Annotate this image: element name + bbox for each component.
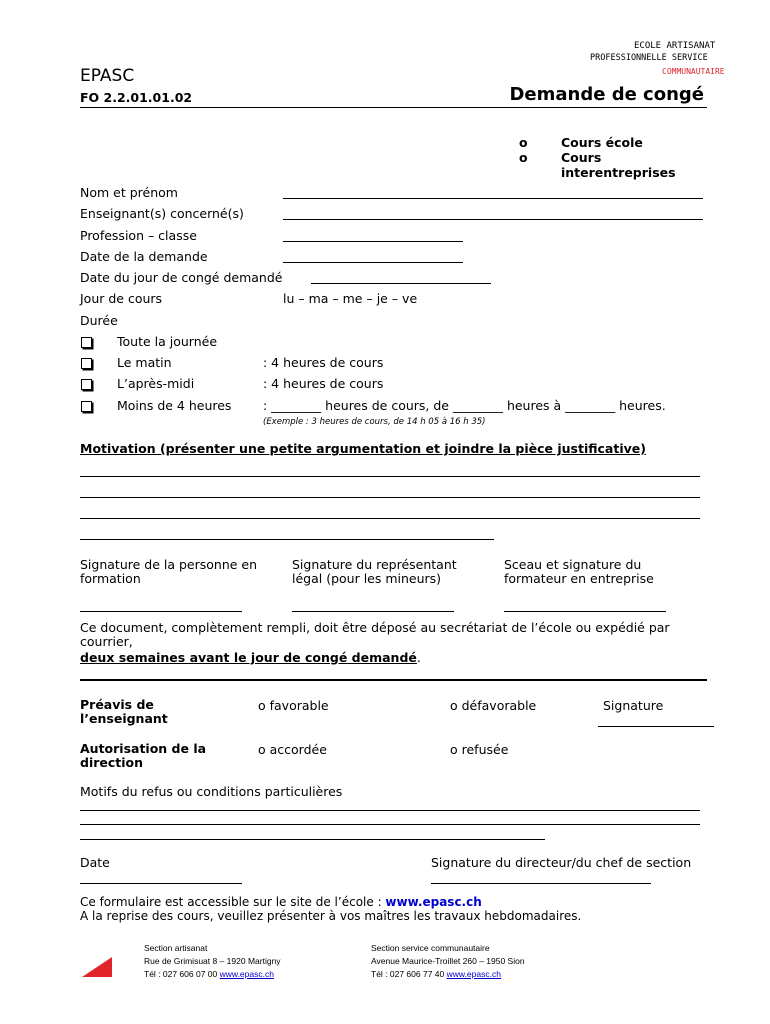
duration-checkbox-afternoon[interactable] [81,379,92,390]
refusal-line[interactable] [80,839,545,840]
example-note: (Exemple : 3 heures de cours, de 14 h 05 à 16 h 35) [263,417,486,427]
refusal-reasons-label: Motifs du refus ou conditions particulières [80,784,343,799]
footer-left [144,942,281,981]
field-request-date-label: Date de la demande [80,249,208,264]
refusal-line[interactable] [80,810,700,811]
duration-checkbox-full-day[interactable] [81,337,92,348]
header-rule [80,107,707,108]
footer-left-link[interactable]: www.epasc.ch [219,969,274,979]
duration-full-day-label: Toute la journée [117,334,218,349]
teacher-favorable-option[interactable]: o favorable [258,698,329,713]
availability-note [80,895,482,909]
field-name-input[interactable] [283,198,703,199]
form-code: FO 2.2.01.01.02 [80,90,193,105]
logo-line-2: PROFESSIONNELLE SERVICE [590,53,708,63]
signature-person-label: Signature de la personne en formation [80,557,258,586]
teacher-notice-label: Préavis de l’enseignant [80,697,168,726]
logo-line-3: COMMUNAUTAIRE [662,67,725,76]
footer-right-phone-line [371,968,525,981]
field-course-day-values[interactable]: lu – ma – me – je – ve [283,291,418,306]
footer-accent-triangle [82,957,112,977]
course-option-school: Cours école [561,135,643,150]
footer-right [371,942,525,981]
teacher-signature-line[interactable] [598,726,714,727]
epasc-logo [590,40,725,82]
deadline-emphasis: deux semaines avant le jour de congé demandé [80,650,417,665]
motivation-line[interactable] [80,518,700,519]
duration-morning-label: Le matin [117,355,172,370]
page-title: Demande de congé [509,84,704,105]
motivation-line[interactable] [80,476,700,477]
deadline-end: . [416,650,421,665]
course-option-bullet[interactable]: o [519,150,528,165]
field-request-date-input[interactable] [283,262,463,263]
course-option-bullet[interactable]: o [519,135,528,150]
duration-checkbox-less-4h[interactable] [81,401,92,412]
signature-trainer-line[interactable] [504,611,666,612]
field-teachers-label: Enseignant(s) concerné(s) [80,206,244,221]
direction-label: Autorisation de la direction [80,741,207,770]
footer-right-phone: Tél : 027 606 77 40 [371,969,447,979]
footer-left-address: Rue de Grimisuat 8 – 1920 Martigny [144,956,281,966]
footer-left-phone-line [144,968,281,981]
refusal-line[interactable] [80,824,700,825]
duration-checkbox-morning[interactable] [81,358,92,369]
org-name: EPASC [80,66,135,86]
section-rule [80,679,707,681]
footer-right-address: Avenue Maurice-Troillet 260 – 1950 Sion [371,956,525,966]
duration-afternoon-detail: : 4 heures de cours [263,376,384,391]
director-signature-label: Signature du directeur/du chef de section [431,855,692,870]
field-leave-date-input[interactable] [311,283,491,284]
direction-granted-option[interactable]: o accordée [258,742,327,757]
duration-afternoon-label: L’après-midi [117,376,195,391]
field-teachers-input[interactable] [283,219,703,220]
duration-less-4h-label: Moins de 4 heures [117,398,232,413]
submission-deadline [80,650,421,665]
motivation-heading: Motivation (présenter une petite argumentation et joindre la pièce justificative) [80,441,646,456]
footer-right-link[interactable]: www.epasc.ch [446,969,501,979]
duration-less-4h-detail[interactable]: : ________ heures de cours, de ________ heures à ________ heures. [263,398,666,413]
motivation-line[interactable] [80,497,700,498]
availability-text: Ce formulaire est accessible sur le site de l’école : [80,895,386,909]
signature-person-line[interactable] [80,611,242,612]
field-leave-date-label: Date du jour de congé demandé [80,270,283,285]
signature-trainer-label: Sceau et signature du formateur en entreprise [504,557,654,586]
field-profession-label: Profession – classe [80,228,197,243]
director-signature-line[interactable] [431,883,651,884]
date-label: Date [80,855,110,870]
direction-refused-option[interactable]: o refusée [450,742,509,757]
footer-right-title: Section service communautaire [371,943,490,953]
course-option-interentreprises: Cours interentreprises [561,150,676,180]
field-profession-input[interactable] [283,241,463,242]
submission-notice: Ce document, complètement rempli, doit être déposé au secrétariat de l’école ou expédié par courrier, [80,620,670,649]
duration-morning-detail: : 4 heures de cours [263,355,384,370]
teacher-signature-label: Signature [603,698,664,713]
epasc-link[interactable]: www.epasc.ch [385,895,482,909]
field-name-label: Nom et prénom [80,185,178,200]
signature-representative-line[interactable] [292,611,454,612]
signature-representative-label: Signature du représentant légal (pour les mineurs) [292,557,457,586]
reminder-note: A la reprise des cours, veuillez présenter à vos maîtres les travaux hebdomadaires. [80,909,582,923]
motivation-line[interactable] [80,539,494,540]
footer-left-title: Section artisanat [144,943,208,953]
date-line[interactable] [80,883,242,884]
footer-left-phone: Tél : 027 606 07 00 [144,969,220,979]
logo-line-1: ECOLE ARTISANAT [634,41,716,51]
field-duration-label: Durée [80,313,118,328]
field-course-day-label: Jour de cours [80,291,163,306]
teacher-unfavorable-option[interactable]: o défavorable [450,698,537,713]
